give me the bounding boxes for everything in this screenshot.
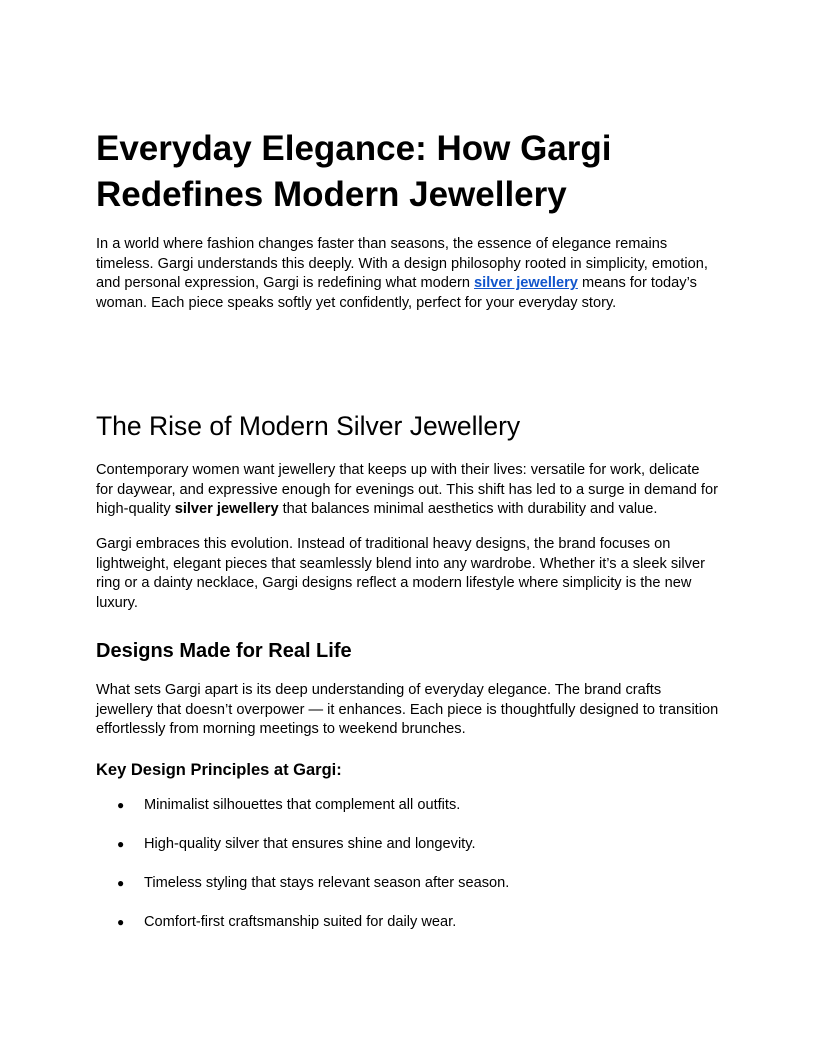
list-item	[96, 874, 720, 894]
list-item-text: Comfort-first craftsmanship suited for daily wear.	[144, 914, 457, 930]
rise-paragraph-2: Gargi embraces this evolution. Instead of traditional heavy designs, the brand focuses on lightweight, elegant pieces that seamlessly blend into any wardrobe. Whether it’s a sleek silver ring or a dainty necklace, Gargi designs reflect a modern lifestyle where simplicity is the new luxury.	[96, 536, 705, 611]
bullet-icon: ●	[117, 837, 125, 851]
intro-text-start: In a world where fashion changes faster than seasons, the essence of elegance remains timeless. Gargi understands this deeply. With a design philosophy rooted in simplicity, emotion, and personal expression, Gargi is redefining what modern	[96, 236, 708, 292]
list-item	[96, 913, 720, 933]
subheading-principles: Key Design Principles at Gargi:	[96, 761, 342, 779]
bullet-icon: ●	[117, 876, 125, 890]
rise-p1-text-end: that balances minimal aesthetics with durability and value.	[278, 501, 658, 518]
rise-p1-bold: silver jewellery	[174, 501, 279, 518]
designs-paragraph: What sets Gargi apart is its deep understanding of everyday elegance. The brand crafts jewellery that doesn’t overpower — it enhances. Each piece is thoughtfully designed to transition effortlessly from morning meetings to weekend brunches.	[96, 682, 719, 738]
list-item-text: Minimalist silhouettes that complement all outfits.	[144, 797, 461, 813]
page-title: Everyday Elegance: How Gargi Redefines Modern Jewellery	[96, 129, 612, 214]
bullet-icon: ●	[117, 915, 125, 929]
list-item	[96, 796, 720, 816]
section-heading-rise: The Rise of Modern Silver Jewellery	[96, 411, 521, 441]
silver-jewellery-link[interactable]: silver jewellery	[474, 275, 578, 292]
list-item-text: High-quality silver that ensures shine and longevity.	[144, 836, 476, 852]
intro-paragraph	[96, 235, 720, 313]
list-item	[96, 835, 720, 855]
bullet-icon: ●	[117, 798, 125, 812]
intro-text-end: means for today’s woman. Each piece speaks softly yet confidently, perfect for your everyday story.	[96, 275, 697, 311]
list-item-text: Timeless styling that stays relevant season after season.	[144, 875, 510, 891]
rise-paragraph-1	[96, 461, 720, 520]
section-heading-designs: Designs Made for Real Life	[96, 640, 352, 662]
rise-p1-text-start: Contemporary women want jewellery that keeps up with their lives: versatile for work, delicate for daywear, and expressive enough for evenings out. This shift has led to a surge in demand for high-quality	[96, 462, 718, 518]
